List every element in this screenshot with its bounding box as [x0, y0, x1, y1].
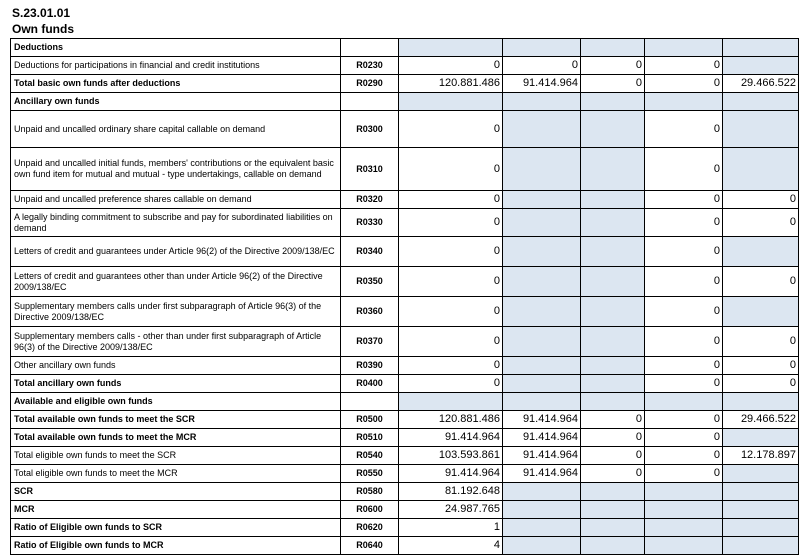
value-cell: 0: [723, 327, 799, 357]
table-row: [11, 429, 799, 447]
table-row: [11, 501, 799, 519]
value-cell: 0: [399, 327, 503, 357]
value-cell: [581, 357, 645, 375]
value-cell: 0: [645, 191, 723, 209]
table-row: [11, 39, 799, 57]
value-cell: 0: [645, 75, 723, 93]
value-cell: 0: [645, 327, 723, 357]
value-cell: [581, 111, 645, 148]
value-cell: 0: [645, 357, 723, 375]
value-cell: 0: [581, 57, 645, 75]
value-cell: 4: [399, 537, 503, 555]
value-cell: [581, 148, 645, 191]
value-cell: 91.414.964: [503, 75, 581, 93]
page-title: Own funds: [12, 22, 74, 36]
value-cell: 29.466.522: [723, 411, 799, 429]
row-code: R0290: [341, 75, 399, 93]
value-cell: 0: [723, 209, 799, 237]
value-cell: 0: [645, 465, 723, 483]
table-row: [11, 537, 799, 555]
row-label: Deductions: [11, 39, 341, 57]
row-label: Available and eligible own funds: [11, 393, 341, 411]
value-cell: 29.466.522: [723, 75, 799, 93]
row-code: [341, 93, 399, 111]
value-cell: 91.414.964: [503, 465, 581, 483]
row-label: Ratio of Eligible own funds to SCR: [11, 519, 341, 537]
row-code: R0350: [341, 267, 399, 297]
value-cell: [581, 191, 645, 209]
value-cell: 91.414.964: [399, 465, 503, 483]
row-label: Total available own funds to meet the MCR: [11, 429, 341, 447]
value-cell: 120.881.486: [399, 75, 503, 93]
value-cell: [723, 237, 799, 267]
row-code: R0370: [341, 327, 399, 357]
value-cell: 0: [723, 191, 799, 209]
value-cell: 0: [399, 111, 503, 148]
value-cell: [581, 297, 645, 327]
value-cell: 0: [645, 429, 723, 447]
row-code: R0310: [341, 148, 399, 191]
value-cell: [503, 519, 581, 537]
row-code: R0540: [341, 447, 399, 465]
value-cell: [503, 93, 581, 111]
table-row: [11, 148, 799, 191]
row-label: Unpaid and uncalled preference shares callable on demand: [11, 191, 341, 209]
row-label: Ancillary own funds: [11, 93, 341, 111]
table-row: [11, 57, 799, 75]
value-cell: [645, 93, 723, 111]
table-row: [11, 327, 799, 357]
value-cell: [645, 537, 723, 555]
value-cell: [581, 519, 645, 537]
value-cell: [645, 483, 723, 501]
row-code: R0230: [341, 57, 399, 75]
row-code: [341, 393, 399, 411]
value-cell: 0: [645, 297, 723, 327]
table-row: [11, 357, 799, 375]
value-cell: 0: [645, 267, 723, 297]
row-label: Ratio of Eligible own funds to MCR: [11, 537, 341, 555]
value-cell: 103.593.861: [399, 447, 503, 465]
value-cell: 0: [645, 209, 723, 237]
value-cell: [399, 39, 503, 57]
value-cell: 0: [723, 357, 799, 375]
template-code: S.23.01.01: [12, 6, 71, 20]
table-row: [11, 75, 799, 93]
value-cell: [503, 237, 581, 267]
value-cell: [723, 537, 799, 555]
value-cell: [503, 209, 581, 237]
row-code: R0640: [341, 537, 399, 555]
value-cell: [581, 483, 645, 501]
value-cell: 0: [399, 209, 503, 237]
value-cell: [723, 111, 799, 148]
value-cell: [503, 501, 581, 519]
table-row: [11, 209, 799, 237]
value-cell: [503, 148, 581, 191]
row-label: Other ancillary own funds: [11, 357, 341, 375]
value-cell: [581, 237, 645, 267]
value-cell: [723, 465, 799, 483]
row-code: R0330: [341, 209, 399, 237]
row-label: SCR: [11, 483, 341, 501]
value-cell: 0: [503, 57, 581, 75]
row-code: R0390: [341, 357, 399, 375]
row-label: Total ancillary own funds: [11, 375, 341, 393]
table-row: [11, 519, 799, 537]
value-cell: 1: [399, 519, 503, 537]
table-row: [11, 411, 799, 429]
value-cell: [503, 297, 581, 327]
value-cell: [503, 267, 581, 297]
value-cell: [581, 375, 645, 393]
value-cell: [503, 357, 581, 375]
value-cell: [581, 327, 645, 357]
value-cell: [503, 327, 581, 357]
value-cell: [645, 501, 723, 519]
value-cell: 0: [399, 357, 503, 375]
value-cell: [723, 148, 799, 191]
value-cell: 91.414.964: [503, 447, 581, 465]
value-cell: 0: [723, 267, 799, 297]
value-cell: 0: [399, 57, 503, 75]
value-cell: [581, 39, 645, 57]
value-cell: 0: [399, 191, 503, 209]
value-cell: 0: [581, 465, 645, 483]
value-cell: [503, 375, 581, 393]
value-cell: [723, 501, 799, 519]
value-cell: [723, 519, 799, 537]
value-cell: [581, 93, 645, 111]
table-row: [11, 191, 799, 209]
own-funds-table: [10, 38, 799, 555]
row-code: R0600: [341, 501, 399, 519]
value-cell: [581, 501, 645, 519]
value-cell: [503, 111, 581, 148]
row-code: R0620: [341, 519, 399, 537]
value-cell: 91.414.964: [503, 429, 581, 447]
value-cell: 81.192.648: [399, 483, 503, 501]
value-cell: [503, 191, 581, 209]
value-cell: 0: [399, 267, 503, 297]
row-label: Total basic own funds after deductions: [11, 75, 341, 93]
table-row: [11, 393, 799, 411]
row-label: Total available own funds to meet the SCR: [11, 411, 341, 429]
value-cell: 0: [645, 57, 723, 75]
value-cell: [723, 93, 799, 111]
table-row: [11, 93, 799, 111]
row-code: [341, 39, 399, 57]
value-cell: [645, 39, 723, 57]
row-label: Letters of credit and guarantees other than under Article 96(2) of the Directive 2009/138/EC: [11, 267, 341, 297]
value-cell: [723, 393, 799, 411]
value-cell: 0: [645, 411, 723, 429]
value-cell: [581, 267, 645, 297]
row-code: R0510: [341, 429, 399, 447]
row-label: Total eligible own funds to meet the MCR: [11, 465, 341, 483]
value-cell: 0: [399, 375, 503, 393]
value-cell: 91.414.964: [399, 429, 503, 447]
table-row: [11, 375, 799, 393]
value-cell: 0: [581, 429, 645, 447]
value-cell: [503, 39, 581, 57]
row-label: Supplementary members calls under first subparagraph of Article 96(3) of the Directive 2009/138/EC: [11, 297, 341, 327]
value-cell: 0: [399, 297, 503, 327]
row-label: MCR: [11, 501, 341, 519]
row-code: R0360: [341, 297, 399, 327]
table-row: [11, 465, 799, 483]
value-cell: 12.178.897: [723, 447, 799, 465]
table-row: [11, 483, 799, 501]
row-code: R0500: [341, 411, 399, 429]
value-cell: 0: [581, 411, 645, 429]
value-cell: 0: [645, 447, 723, 465]
value-cell: [399, 93, 503, 111]
value-cell: 0: [581, 75, 645, 93]
row-code: R0340: [341, 237, 399, 267]
row-label: Unpaid and uncalled ordinary share capital callable on demand: [11, 111, 341, 148]
value-cell: 0: [723, 375, 799, 393]
value-cell: 0: [581, 447, 645, 465]
value-cell: [399, 393, 503, 411]
row-code: R0580: [341, 483, 399, 501]
table-row: [11, 111, 799, 148]
row-label: A legally binding commitment to subscribe and pay for subordinated liabilities on demand: [11, 209, 341, 237]
value-cell: [503, 537, 581, 555]
value-cell: [645, 393, 723, 411]
row-code: R0300: [341, 111, 399, 148]
row-label: Unpaid and uncalled initial funds, members' contributions or the equivalent basic own fund item for mutual and mutual - type undertakings, callable on demand: [11, 148, 341, 191]
value-cell: 0: [645, 148, 723, 191]
value-cell: 0: [645, 375, 723, 393]
value-cell: 24.987.765: [399, 501, 503, 519]
row-code: R0320: [341, 191, 399, 209]
value-cell: [723, 39, 799, 57]
row-code: R0550: [341, 465, 399, 483]
row-label: Supplementary members calls - other than under first subparagraph of Article 96(3) of the Directive 2009/138/EC: [11, 327, 341, 357]
value-cell: 0: [399, 237, 503, 267]
value-cell: [503, 483, 581, 501]
value-cell: 0: [645, 237, 723, 267]
value-cell: 120.881.486: [399, 411, 503, 429]
value-cell: [581, 393, 645, 411]
table-row: [11, 297, 799, 327]
value-cell: 0: [399, 148, 503, 191]
row-label: Deductions for participations in financial and credit institutions: [11, 57, 341, 75]
table-row: [11, 237, 799, 267]
value-cell: [503, 393, 581, 411]
value-cell: 91.414.964: [503, 411, 581, 429]
value-cell: [645, 519, 723, 537]
value-cell: [581, 537, 645, 555]
table-row: [11, 267, 799, 297]
value-cell: 0: [645, 111, 723, 148]
value-cell: [723, 57, 799, 75]
value-cell: [581, 209, 645, 237]
value-cell: [723, 429, 799, 447]
row-label: Total eligible own funds to meet the SCR: [11, 447, 341, 465]
value-cell: [723, 483, 799, 501]
row-code: R0400: [341, 375, 399, 393]
table-row: [11, 447, 799, 465]
value-cell: [723, 297, 799, 327]
row-label: Letters of credit and guarantees under Article 96(2) of the Directive 2009/138/EC: [11, 237, 341, 267]
